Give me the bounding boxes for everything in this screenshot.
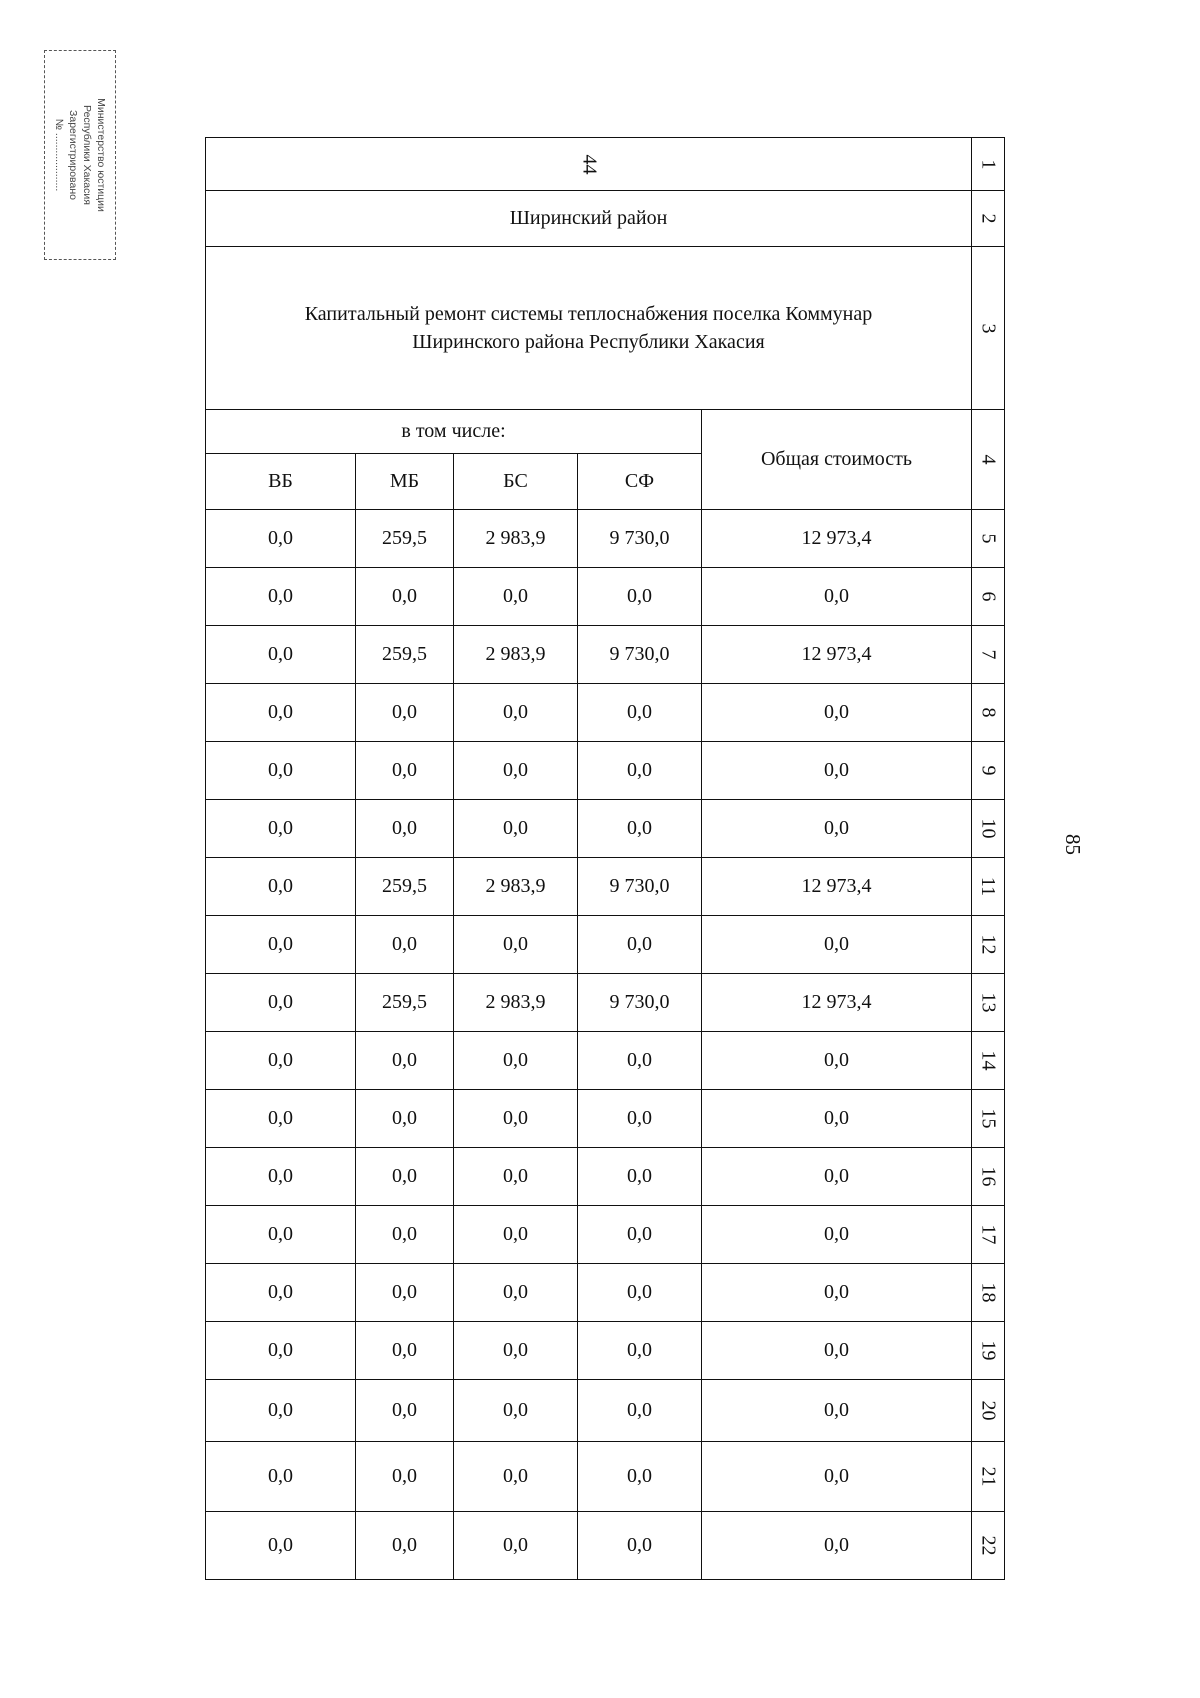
cell-bs: 0,0 bbox=[454, 1090, 578, 1148]
table-row bbox=[206, 1032, 1005, 1090]
cell-mb: 0,0 bbox=[356, 1264, 454, 1322]
side-number-cell bbox=[972, 858, 1005, 916]
side-number-cell bbox=[972, 1380, 1005, 1442]
cell-mb: 0,0 bbox=[356, 1380, 454, 1442]
cell-total: 12 973,4 bbox=[702, 626, 972, 684]
cell-mb: 259,5 bbox=[356, 626, 454, 684]
column-header-sf: СФ bbox=[578, 454, 702, 510]
column-header-bs: БС bbox=[454, 454, 578, 510]
column-header-vb: ВБ bbox=[206, 454, 356, 510]
table-row bbox=[206, 626, 1005, 684]
side-number: 13 bbox=[977, 992, 1000, 1013]
funding-table bbox=[205, 137, 1005, 1580]
table-row bbox=[206, 1148, 1005, 1206]
project-title-cell bbox=[206, 247, 972, 410]
cell-total: 0,0 bbox=[702, 1090, 972, 1148]
cell-vb: 0,0 bbox=[206, 858, 356, 916]
cell-mb: 0,0 bbox=[356, 916, 454, 974]
registration-stamp bbox=[44, 50, 116, 260]
side-number: 2 bbox=[977, 213, 1000, 224]
side-number: 8 bbox=[977, 707, 1000, 718]
cell-sf: 0,0 bbox=[578, 1512, 702, 1580]
cell-total: 12 973,4 bbox=[702, 510, 972, 568]
cell-vb: 0,0 bbox=[206, 800, 356, 858]
table-row bbox=[206, 800, 1005, 858]
side-number: 11 bbox=[977, 876, 1000, 897]
table-row bbox=[206, 1206, 1005, 1264]
side-number-cell bbox=[972, 410, 1005, 510]
cell-total: 0,0 bbox=[702, 1148, 972, 1206]
side-number-cell bbox=[972, 510, 1005, 568]
cell-mb: 0,0 bbox=[356, 1512, 454, 1580]
table-row bbox=[206, 684, 1005, 742]
total-cost-header: Общая стоимость bbox=[702, 410, 972, 510]
project-title-line: Капитальный ремонт системы теплоснабжения поселка Коммунар bbox=[304, 303, 873, 325]
side-number-cell bbox=[972, 1090, 1005, 1148]
side-number: 12 bbox=[977, 934, 1000, 955]
cell-total: 0,0 bbox=[702, 916, 972, 974]
side-number-cell bbox=[972, 1264, 1005, 1322]
cell-mb: 0,0 bbox=[356, 1442, 454, 1512]
side-number: 10 bbox=[977, 818, 1000, 839]
cell-mb: 0,0 bbox=[356, 1090, 454, 1148]
cell-sf: 0,0 bbox=[578, 1090, 702, 1148]
side-number-cell bbox=[972, 191, 1005, 247]
cell-vb: 0,0 bbox=[206, 1380, 356, 1442]
cell-total: 0,0 bbox=[702, 800, 972, 858]
side-number: 22 bbox=[977, 1535, 1000, 1556]
side-number-cell bbox=[972, 138, 1005, 191]
cell-total: 0,0 bbox=[702, 742, 972, 800]
table-row bbox=[206, 1090, 1005, 1148]
cell-total: 12 973,4 bbox=[702, 974, 972, 1032]
cell-vb: 0,0 bbox=[206, 1090, 356, 1148]
side-number-cell bbox=[972, 1032, 1005, 1090]
side-number-cell bbox=[972, 684, 1005, 742]
cell-bs: 0,0 bbox=[454, 1512, 578, 1580]
cell-vb: 0,0 bbox=[206, 1032, 356, 1090]
cell-sf: 0,0 bbox=[578, 800, 702, 858]
cell-bs: 0,0 bbox=[454, 568, 578, 626]
cell-sf: 0,0 bbox=[578, 916, 702, 974]
cell-vb: 0,0 bbox=[206, 1322, 356, 1380]
side-number-cell bbox=[972, 568, 1005, 626]
cell-bs: 0,0 bbox=[454, 742, 578, 800]
table-row bbox=[206, 858, 1005, 916]
side-number: 15 bbox=[977, 1108, 1000, 1129]
cell-mb: 259,5 bbox=[356, 858, 454, 916]
cell-sf: 0,0 bbox=[578, 1206, 702, 1264]
cell-vb: 0,0 bbox=[206, 1206, 356, 1264]
table-row bbox=[206, 1380, 1005, 1442]
side-number: 9 bbox=[977, 765, 1000, 776]
side-number-cell bbox=[972, 916, 1005, 974]
cell-sf: 0,0 bbox=[578, 1322, 702, 1380]
side-number: 5 bbox=[977, 533, 1000, 544]
cell-vb: 0,0 bbox=[206, 742, 356, 800]
cell-total: 0,0 bbox=[702, 1512, 972, 1580]
cell-mb: 0,0 bbox=[356, 1032, 454, 1090]
cell-vb: 0,0 bbox=[206, 1512, 356, 1580]
cell-total: 0,0 bbox=[702, 1442, 972, 1512]
cell-bs: 2 983,9 bbox=[454, 858, 578, 916]
side-number-cell bbox=[972, 626, 1005, 684]
side-number: 14 bbox=[977, 1050, 1000, 1071]
district-cell: Ширинский район bbox=[206, 191, 972, 247]
cell-mb: 0,0 bbox=[356, 684, 454, 742]
table-row bbox=[206, 974, 1005, 1032]
cell-sf: 0,0 bbox=[578, 1032, 702, 1090]
side-number: 17 bbox=[977, 1224, 1000, 1245]
cell-mb: 259,5 bbox=[356, 510, 454, 568]
cell-bs: 0,0 bbox=[454, 1322, 578, 1380]
side-number-cell bbox=[972, 1322, 1005, 1380]
side-number: 19 bbox=[977, 1340, 1000, 1361]
table-number-cell bbox=[206, 138, 972, 191]
cell-mb: 0,0 bbox=[356, 1206, 454, 1264]
cell-vb: 0,0 bbox=[206, 1148, 356, 1206]
table-row bbox=[206, 742, 1005, 800]
table-number: 44 bbox=[578, 154, 600, 174]
table-row bbox=[206, 510, 1005, 568]
side-number: 20 bbox=[977, 1400, 1000, 1421]
stamp-line: Зарегистрировано bbox=[67, 110, 79, 200]
cell-bs: 0,0 bbox=[454, 1206, 578, 1264]
cell-total: 0,0 bbox=[702, 1322, 972, 1380]
cell-sf: 0,0 bbox=[578, 684, 702, 742]
cell-bs: 0,0 bbox=[454, 684, 578, 742]
side-number: 6 bbox=[977, 591, 1000, 602]
cell-total: 0,0 bbox=[702, 1380, 972, 1442]
cell-bs: 2 983,9 bbox=[454, 626, 578, 684]
cell-sf: 0,0 bbox=[578, 1148, 702, 1206]
table-row bbox=[206, 1264, 1005, 1322]
side-number: 7 bbox=[977, 649, 1000, 660]
cell-vb: 0,0 bbox=[206, 974, 356, 1032]
table-row bbox=[206, 1322, 1005, 1380]
table-row bbox=[206, 1512, 1005, 1580]
cell-mb: 0,0 bbox=[356, 742, 454, 800]
cell-sf: 0,0 bbox=[578, 568, 702, 626]
cell-vb: 0,0 bbox=[206, 510, 356, 568]
cell-total: 0,0 bbox=[702, 1206, 972, 1264]
cell-sf: 0,0 bbox=[578, 1264, 702, 1322]
stamp-line: Республики Хакасия bbox=[81, 105, 93, 205]
cell-mb: 259,5 bbox=[356, 974, 454, 1032]
cell-bs: 0,0 bbox=[454, 916, 578, 974]
cell-total: 0,0 bbox=[702, 684, 972, 742]
cell-mb: 0,0 bbox=[356, 800, 454, 858]
column-header-mb: МБ bbox=[356, 454, 454, 510]
cell-sf: 9 730,0 bbox=[578, 974, 702, 1032]
cell-bs: 0,0 bbox=[454, 1032, 578, 1090]
side-number: 16 bbox=[977, 1166, 1000, 1187]
cell-sf: 9 730,0 bbox=[578, 626, 702, 684]
cell-total: 12 973,4 bbox=[702, 858, 972, 916]
side-number: 21 bbox=[977, 1466, 1000, 1487]
cell-sf: 9 730,0 bbox=[578, 858, 702, 916]
page-number: 85 bbox=[1061, 834, 1085, 855]
cell-sf: 0,0 bbox=[578, 742, 702, 800]
cell-bs: 2 983,9 bbox=[454, 974, 578, 1032]
table-row bbox=[206, 916, 1005, 974]
side-number: 3 bbox=[977, 323, 1000, 333]
table-row bbox=[206, 1442, 1005, 1512]
cell-mb: 0,0 bbox=[356, 568, 454, 626]
cell-bs: 0,0 bbox=[454, 1148, 578, 1206]
cell-bs: 2 983,9 bbox=[454, 510, 578, 568]
side-number-cell bbox=[972, 800, 1005, 858]
cell-total: 0,0 bbox=[702, 1032, 972, 1090]
cell-total: 0,0 bbox=[702, 568, 972, 626]
including-label-cell: в том числе: bbox=[206, 410, 702, 454]
cell-sf: 9 730,0 bbox=[578, 510, 702, 568]
stamp-text bbox=[52, 55, 108, 255]
side-number: 18 bbox=[977, 1282, 1000, 1303]
cell-total: 0,0 bbox=[702, 1264, 972, 1322]
side-number-cell bbox=[972, 1512, 1005, 1580]
side-number-cell bbox=[972, 742, 1005, 800]
cell-vb: 0,0 bbox=[206, 684, 356, 742]
cell-vb: 0,0 bbox=[206, 626, 356, 684]
cell-bs: 0,0 bbox=[454, 1380, 578, 1442]
cell-mb: 0,0 bbox=[356, 1148, 454, 1206]
cell-bs: 0,0 bbox=[454, 1264, 578, 1322]
cell-sf: 0,0 bbox=[578, 1442, 702, 1512]
stamp-line: Министерство юстиции bbox=[95, 98, 107, 212]
side-number-cell bbox=[972, 974, 1005, 1032]
table-row bbox=[206, 568, 1005, 626]
stamp-line: № .................... bbox=[53, 118, 65, 192]
side-number-cell bbox=[972, 1442, 1005, 1512]
cell-bs: 0,0 bbox=[454, 1442, 578, 1512]
cell-vb: 0,0 bbox=[206, 1442, 356, 1512]
side-number-cell bbox=[972, 247, 1005, 410]
cell-vb: 0,0 bbox=[206, 916, 356, 974]
side-number: 4 bbox=[977, 454, 1000, 465]
side-number: 1 bbox=[977, 159, 1000, 169]
cell-bs: 0,0 bbox=[454, 800, 578, 858]
cell-mb: 0,0 bbox=[356, 1322, 454, 1380]
cell-vb: 0,0 bbox=[206, 568, 356, 626]
project-title-line: Ширинского района Республики Хакасия bbox=[412, 331, 765, 353]
side-number-cell bbox=[972, 1206, 1005, 1264]
cell-vb: 0,0 bbox=[206, 1264, 356, 1322]
side-number-cell bbox=[972, 1148, 1005, 1206]
cell-sf: 0,0 bbox=[578, 1380, 702, 1442]
